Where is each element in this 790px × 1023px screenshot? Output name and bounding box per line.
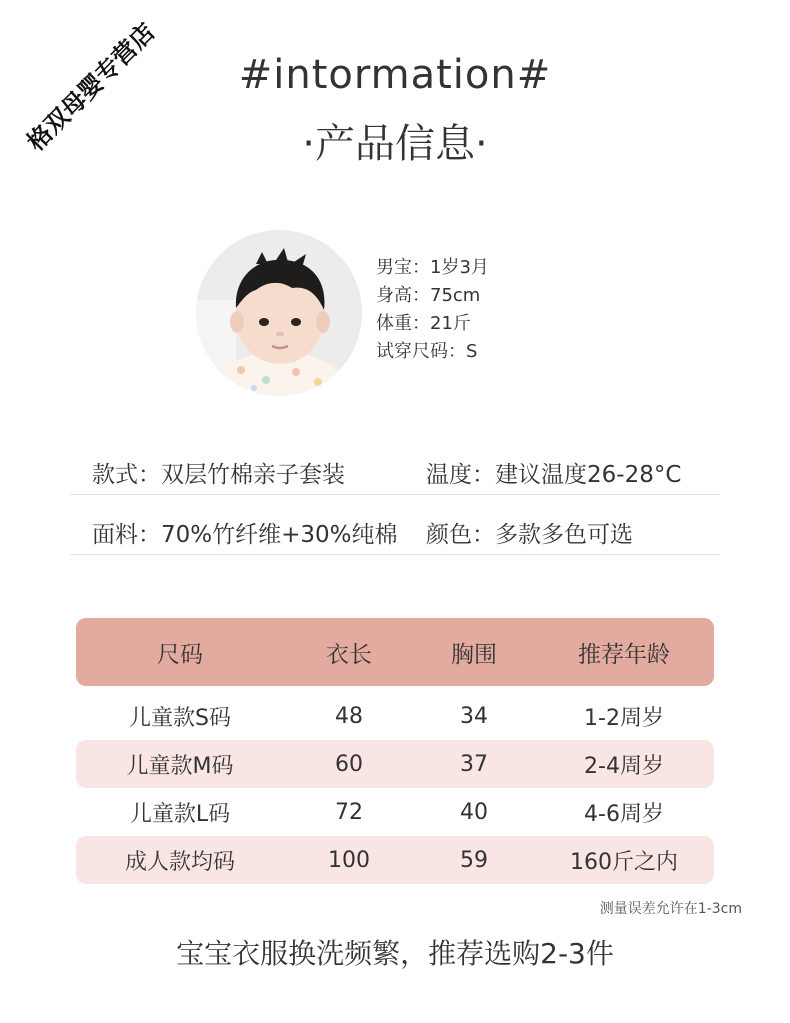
model-size: 试穿尺码：S: [376, 341, 478, 362]
cell-length: 100: [328, 847, 370, 873]
spec-divider-1: [70, 494, 720, 495]
cell-size: 儿童款S码: [129, 705, 231, 731]
title-chinese: ·产品信息·: [302, 121, 488, 167]
cell-size: 成人款均码: [124, 849, 235, 875]
store-watermark: 格双母婴专营店: [20, 17, 161, 157]
spec-color: 颜色：多款多色可选: [426, 522, 633, 548]
header-chest: 胸围: [451, 641, 497, 668]
cell-age: 2-4周岁: [584, 753, 664, 779]
model-photo: [196, 230, 362, 396]
model-weight: 体重：21斤: [376, 313, 471, 334]
spec-fabric: 面料：70%竹纤维+30%纯棉: [92, 522, 398, 548]
measurement-note: 测量误差允许在1-3cm: [599, 901, 742, 917]
cell-length: 60: [335, 751, 363, 777]
baby-photo-illustration: [196, 230, 362, 396]
cell-chest: 34: [460, 703, 488, 729]
cell-size: 儿童款M码: [126, 753, 234, 779]
cell-age: 160斤之内: [570, 849, 678, 875]
model-gender-age: 男宝：1岁3月: [376, 257, 489, 278]
cell-age: 1-2周岁: [584, 705, 664, 731]
header-age: 推荐年龄: [578, 641, 670, 668]
table-row: [76, 692, 714, 740]
cell-length: 72: [335, 799, 363, 825]
cell-age: 4-6周岁: [584, 801, 664, 827]
cell-size: 儿童款L码: [129, 801, 231, 827]
table-row: [76, 836, 714, 884]
cell-length: 48: [335, 703, 363, 729]
spec-temperature: 温度：建议温度26-28°C: [426, 462, 682, 488]
size-table: [76, 618, 714, 884]
cell-chest: 40: [460, 799, 488, 825]
spec-style: 款式：双层竹棉亲子套装: [92, 462, 345, 488]
table-row: [76, 788, 714, 836]
header-size: 尺码: [157, 641, 203, 668]
model-info: [376, 254, 489, 366]
footer-recommendation: 宝宝衣服换洗频繁，推荐选购2-3件: [176, 937, 614, 970]
table-row: [76, 740, 714, 788]
title-english: #intormation#: [238, 52, 552, 98]
spec-divider-2: [70, 554, 720, 555]
header-length: 衣长: [326, 641, 372, 668]
model-height: 身高：75cm: [376, 285, 481, 306]
cell-chest: 37: [460, 751, 488, 777]
cell-chest: 59: [460, 847, 488, 873]
size-table-header: [76, 618, 714, 686]
